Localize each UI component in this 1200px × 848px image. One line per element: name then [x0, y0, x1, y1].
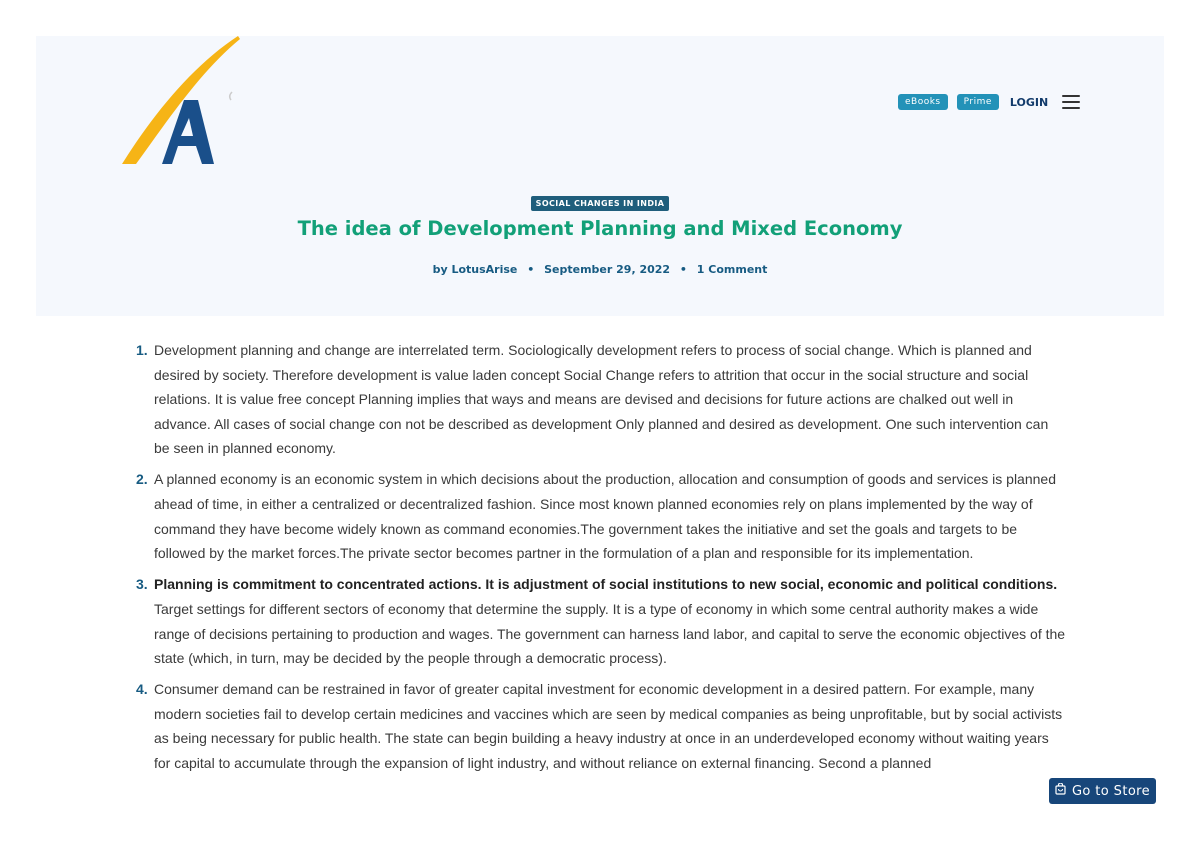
list-item	[136, 677, 1066, 775]
list-number: 2.	[136, 471, 148, 488]
list-item	[136, 338, 1066, 461]
list-item	[136, 572, 1066, 670]
hamburger-menu-icon[interactable]	[1062, 95, 1080, 109]
ebooks-button[interactable]: eBooks	[898, 94, 948, 110]
author-link[interactable]: by LotusArise	[432, 263, 518, 276]
go-to-store-button[interactable]	[1049, 778, 1156, 804]
list-text: Target settings for different sectors of economy that determine the supply. It is a type of economy in which some central authority makes a wide range of decisions pertaining to production and wages. The government can harness land labor, and capital to serve the economic objectives of the state (which, in turn, may be decided by the people through a democratic process).	[154, 600, 1066, 667]
article-body	[136, 338, 1066, 782]
prime-button[interactable]: Prime	[957, 94, 999, 110]
list-text: Consumer demand can be restrained in favor of greater capital investment for economic development in a desired pattern. For example, many modern societies fail to develop certain medicines and vaccines which are seen by medical companies as being unprofitable, but by social activists as being necessary for public health. The state can begin building a heavy industry at once in an underdeveloped economy without waiting years for capital to accumulate through the expansion of light industry, and without reliance on external financing. Second a planned	[154, 681, 1063, 771]
shopping-bag-icon	[1055, 783, 1066, 799]
list-text: Development planning and change are interrelated term. Sociologically development refers to process of social change. Which is planned and desired by society. Therefore development is value laden concept Social Change refers to attrition that occur in the social structure and social relations. It is value free concept Planning implies that ways and means are devised and decisions for future actions are chalked out well in advance. All cases of social change con not be described as development Only planned and desired as development. One such intervention can be seen in planned economy.	[154, 342, 1049, 457]
list-number: 3.	[136, 576, 148, 593]
comments-link[interactable]: 1 Comment	[696, 263, 768, 276]
list-number: 4.	[136, 681, 148, 698]
post-meta	[36, 263, 1164, 276]
site-header	[36, 36, 1164, 316]
meta-separator: •	[679, 263, 687, 276]
login-link[interactable]: LOGIN	[1009, 95, 1049, 109]
category-row	[36, 193, 1164, 211]
article-list	[136, 338, 1066, 776]
post-date[interactable]: September 29, 2022	[544, 263, 671, 276]
list-number: 1.	[136, 342, 148, 358]
list-bold-text: Planning is commitment to concentrated actions. It is adjustment of social institutions to new social, economic and political conditions.	[154, 576, 1058, 593]
list-item	[136, 467, 1066, 565]
site-logo[interactable]	[122, 36, 242, 166]
category-badge[interactable]: SOCIAL CHANGES IN INDIA	[531, 196, 670, 211]
list-text: A planned economy is an economic system in which decisions about the production, allocation and consumption of goods and services is planned ahead of time, in either a centralized or decentralized fashion. Since most known planned economies rely on plans implemented by the way of command they have become widely known as command economies.The government takes the initiative and set the goals and targets to be followed by the market forces.The private sector becomes partner in the formulation of a plan and responsible for its implementation.	[154, 471, 1056, 562]
top-nav	[898, 94, 1080, 110]
meta-separator: •	[527, 263, 535, 276]
store-button-label: Go to Store	[1071, 783, 1151, 799]
page-title: The idea of Development Planning and Mixed Economy	[297, 217, 903, 240]
